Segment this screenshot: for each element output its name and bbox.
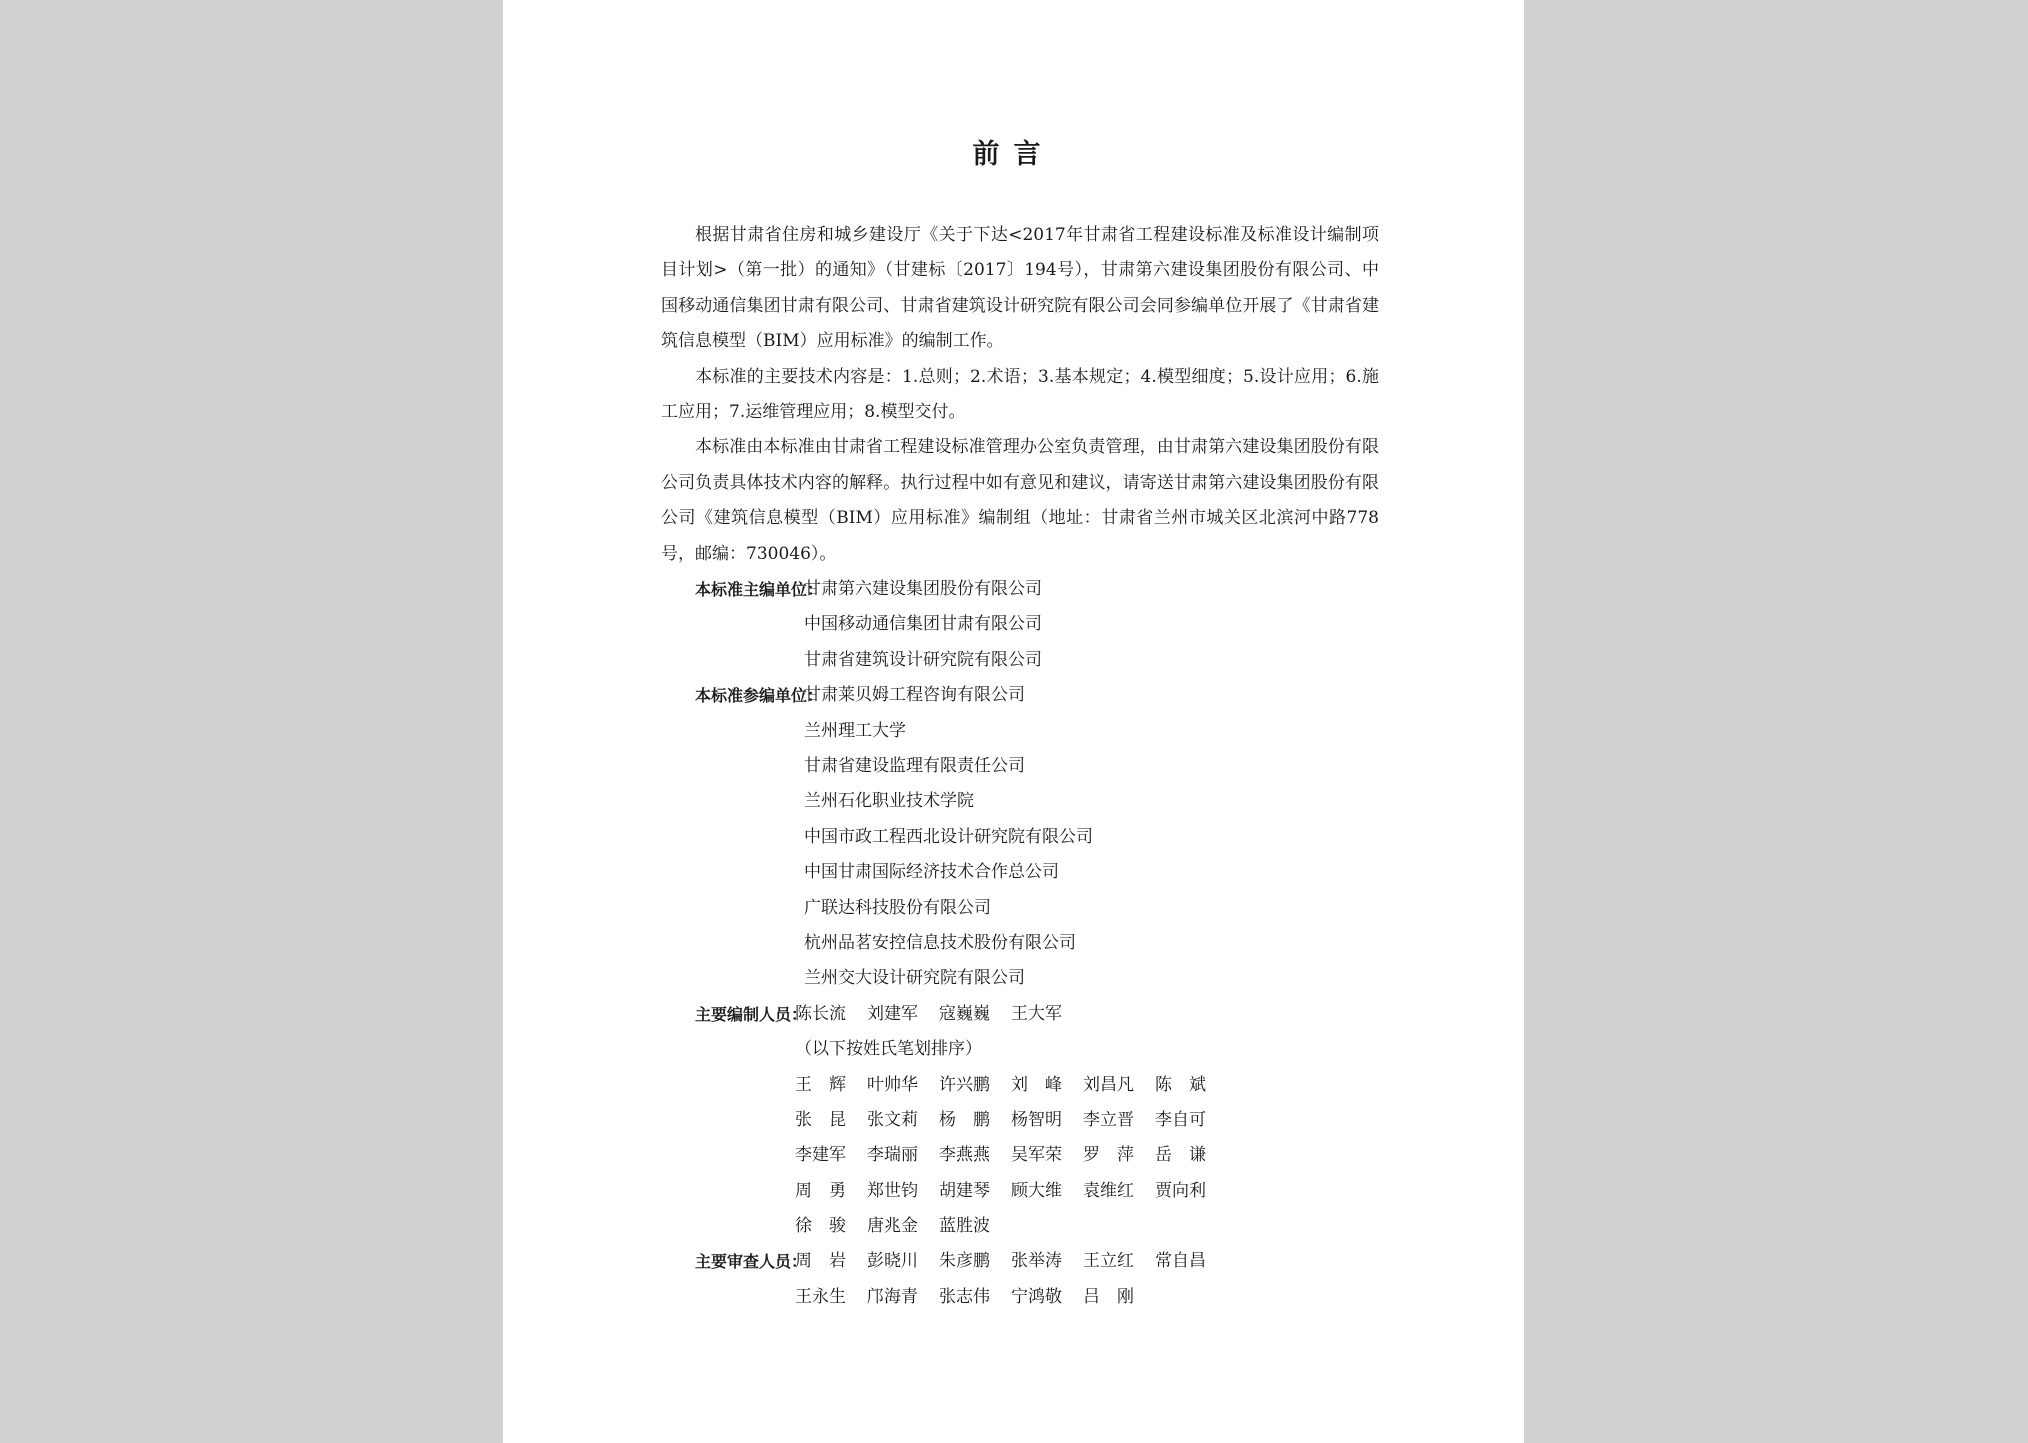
person-name: 王大军: [1011, 1003, 1062, 1024]
person-name: 朱彦鹏: [939, 1251, 990, 1272]
participating-unit-row: [661, 749, 1379, 784]
participating-unit: 甘肃莱贝姆工程咨询有限公司: [804, 685, 1025, 706]
person-name: 王永生: [795, 1286, 846, 1307]
person-name: 陈长流: [795, 1003, 846, 1024]
person-name: 李立晋: [1083, 1109, 1134, 1130]
participating-unit: 中国市政工程西北设计研究院有限公司: [804, 826, 1093, 847]
person-name: 唐兆金: [867, 1216, 918, 1237]
participating-unit: 兰州石化职业技术学院: [804, 791, 974, 812]
person-name: 常自昌: [1155, 1251, 1206, 1272]
chief-unit-row: [661, 572, 1379, 607]
person-name: 杨 鹏: [939, 1109, 990, 1130]
person-name: 袁维红: [1083, 1180, 1134, 1201]
participating-unit: 甘肃省建设监理有限责任公司: [804, 756, 1025, 777]
chief-unit: 甘肃省建筑设计研究院有限公司: [804, 649, 1042, 670]
page-title: 前言: [972, 139, 1055, 170]
participating-unit: 杭州品茗安控信息技术股份有限公司: [804, 932, 1076, 953]
reviewers-label: 主要审查人员：: [695, 1252, 808, 1272]
drafters-row: [661, 1138, 1379, 1173]
person-name: 周 岩: [795, 1251, 846, 1272]
person-name: 张举涛: [1011, 1251, 1062, 1272]
name-list: [795, 1244, 1227, 1279]
person-name: 寇巍巍: [939, 1003, 990, 1024]
person-name: 罗 萍: [1083, 1145, 1134, 1166]
person-name: 蓝胜波: [939, 1216, 990, 1237]
participating-unit-row: [661, 961, 1379, 996]
person-name: 李燕燕: [939, 1145, 990, 1166]
person-name: 刘 峰: [1011, 1074, 1062, 1095]
paragraph-intro: 根据甘肃省住房和城乡建设厅《关于下达<2017年甘肃省工程建设标准及标准设计编制项目计划>（第一批）的通知》（甘建标〔2017〕194号），甘肃第六建设集团股份有限公司、中国移动通信集团甘肃有限公司、甘肃省建筑设计研究院有限公司会同参编单位开展了《甘肃省建筑信息模型（BIM）应用标准》的编制工作。: [661, 225, 1379, 352]
person-name: 周 勇: [795, 1180, 846, 1201]
person-name: 许兴鹏: [939, 1074, 990, 1095]
participating-unit-row: [661, 855, 1379, 890]
person-name: 贾向利: [1155, 1180, 1206, 1201]
person-name: 杨智明: [1011, 1109, 1062, 1130]
name-list: [795, 1103, 1227, 1138]
person-name: 李建军: [795, 1145, 846, 1166]
document-page: [503, 0, 1524, 1443]
paragraph-contents: 本标准的主要技术内容是：1.总则；2.术语；3.基本规定；4.模型细度；5.设计应用；6.施工应用；7.运维管理应用；8.模型交付。: [661, 366, 1379, 423]
name-list: [795, 1280, 1155, 1315]
participating-units-label: 本标准参编单位：: [695, 686, 824, 706]
person-name: 王 辉: [795, 1074, 846, 1095]
reviewers-row: [661, 1244, 1379, 1279]
chief-unit-row: [661, 607, 1379, 642]
person-name: 王立红: [1083, 1251, 1134, 1272]
person-name: 岳 谦: [1155, 1145, 1206, 1166]
participating-unit: 中国甘肃国际经济技术合作总公司: [804, 862, 1059, 883]
person-name: 李自可: [1155, 1109, 1206, 1130]
name-list: [795, 1174, 1227, 1209]
person-name: 陈 斌: [1155, 1074, 1206, 1095]
person-name: 刘昌凡: [1083, 1074, 1134, 1095]
drafters-row: [661, 1103, 1379, 1138]
person-name: 刘建军: [867, 1003, 918, 1024]
paragraph-management: 本标准由本标准由甘肃省工程建设标准管理办公室负责管理，由甘肃第六建设集团股份有限公司负责具体技术内容的解释。执行过程中如有意见和建议，请寄送甘肃第六建设集团股份有限公司《建筑信息模型（BIM）应用标准》编制组（地址：甘肃省兰州市城关区北滨河中路778号，邮编：730046）。: [661, 437, 1379, 564]
participating-unit-row: [661, 678, 1379, 713]
drafters-lead-row: [661, 997, 1379, 1032]
participating-unit: 兰州交大设计研究院有限公司: [804, 968, 1025, 989]
participating-unit-row: [661, 714, 1379, 749]
person-name: 张 昆: [795, 1109, 846, 1130]
person-name: 邝海青: [867, 1286, 918, 1307]
drafters-row: [661, 1068, 1379, 1103]
drafters-label: 主要编制人员：: [695, 1004, 808, 1024]
drafters-note-row: [661, 1032, 1379, 1067]
person-name: 李瑞丽: [867, 1145, 918, 1166]
preface-body: [661, 218, 1379, 1315]
person-name: 徐 骏: [795, 1216, 846, 1237]
person-name: 张文莉: [867, 1109, 918, 1130]
reviewers-row: [661, 1280, 1379, 1315]
participating-unit: 兰州理工大学: [804, 720, 906, 741]
drafters-row: [661, 1174, 1379, 1209]
participating-unit-row: [661, 891, 1379, 926]
person-name: 郑世钧: [867, 1180, 918, 1201]
sort-order-note: （以下按姓氏笔划排序）: [795, 1039, 982, 1060]
participating-unit-row: [661, 820, 1379, 855]
name-list: [795, 1138, 1227, 1173]
participating-unit-row: [661, 926, 1379, 961]
chief-unit-row: [661, 643, 1379, 678]
person-name: 吴军荣: [1011, 1145, 1062, 1166]
person-name: 张志伟: [939, 1286, 990, 1307]
person-name: 胡建琴: [939, 1180, 990, 1201]
drafters-row: [661, 1209, 1379, 1244]
chief-units-label: 本标准主编单位：: [695, 580, 824, 600]
person-name: 吕 刚: [1083, 1286, 1134, 1307]
chief-unit: 中国移动通信集团甘肃有限公司: [804, 614, 1042, 635]
person-name: 叶帅华: [867, 1074, 918, 1095]
person-name: 宁鸿敬: [1011, 1286, 1062, 1307]
participating-unit-row: [661, 784, 1379, 819]
person-name: 彭晓川: [867, 1251, 918, 1272]
person-name: 顾大维: [1011, 1180, 1062, 1201]
chief-unit: 甘肃第六建设集团股份有限公司: [804, 579, 1042, 600]
name-list: [795, 1209, 1011, 1244]
name-list: [795, 1068, 1227, 1103]
name-list: [795, 997, 1083, 1032]
participating-unit: 广联达科技股份有限公司: [804, 897, 991, 918]
